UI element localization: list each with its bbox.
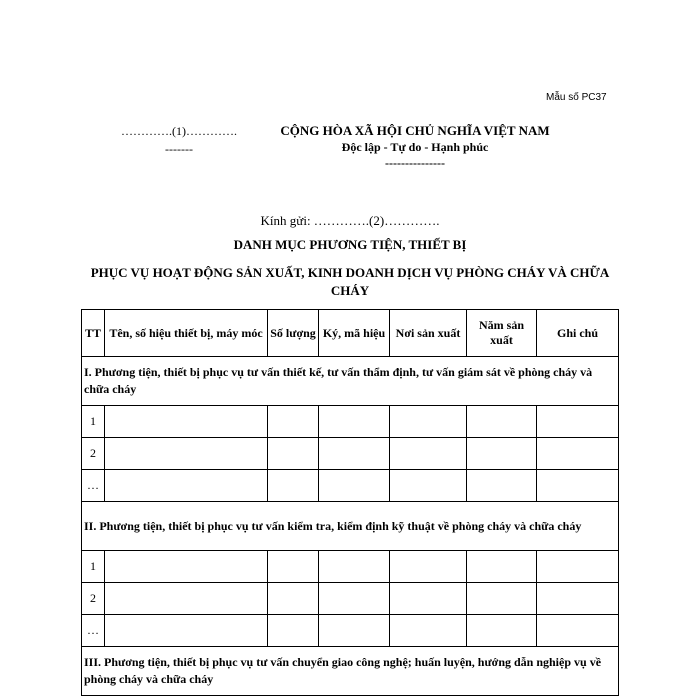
table-cell	[537, 583, 619, 615]
table-cell	[467, 583, 537, 615]
table-cell	[467, 470, 537, 502]
table-row	[82, 583, 619, 615]
table-cell	[105, 615, 268, 647]
column-header-tt: TT	[82, 310, 105, 357]
section-row	[82, 647, 619, 696]
column-header-model: Ký, mã hiệu	[319, 310, 390, 357]
organization-placeholder: ………….(1)………….	[121, 124, 237, 138]
national-header	[280, 122, 550, 171]
table-cell	[105, 438, 268, 470]
table-cell	[537, 438, 619, 470]
section-title-1: I. Phương tiện, thiết bị phục vụ tư vấn thiết kế, tư vấn thẩm định, tư vấn giám sát về phòng cháy và chữa cháy	[82, 357, 619, 406]
table-cell	[467, 438, 537, 470]
table-cell	[390, 438, 467, 470]
table-cell	[319, 615, 390, 647]
row-number: 2	[82, 438, 105, 470]
issuing-organization-header	[108, 122, 250, 158]
table-cell	[467, 551, 537, 583]
column-header-origin: Nơi sản xuất	[390, 310, 467, 357]
row-number: 1	[82, 406, 105, 438]
table-cell	[390, 615, 467, 647]
table-cell	[390, 406, 467, 438]
country-name: CỘNG HÒA XÃ HỘI CHỦ NGHĨA VIỆT NAM	[280, 123, 550, 138]
row-number: 2	[82, 583, 105, 615]
motto-underline: ---------------	[385, 156, 445, 170]
table-cell	[537, 551, 619, 583]
table-cell	[268, 551, 319, 583]
table-row	[82, 551, 619, 583]
section-row	[82, 502, 619, 551]
table-cell	[319, 406, 390, 438]
row-number: 1	[82, 551, 105, 583]
table-cell	[268, 438, 319, 470]
equipment-table	[81, 309, 619, 696]
table-cell	[268, 583, 319, 615]
section-row	[82, 357, 619, 406]
table-cell	[537, 470, 619, 502]
form-code: Mẫu số PC37	[546, 92, 607, 103]
table-cell	[105, 551, 268, 583]
column-header-year: Năm sản xuất	[467, 310, 537, 357]
recipient-line: Kính gửi: ………….(2)………….	[260, 213, 440, 228]
table-cell	[390, 470, 467, 502]
table-cell	[537, 406, 619, 438]
row-number: …	[82, 615, 105, 647]
row-number: …	[82, 470, 105, 502]
table-cell	[268, 470, 319, 502]
table-header-row	[82, 310, 619, 357]
table-cell	[268, 615, 319, 647]
column-header-quantity: Số lượng	[268, 310, 319, 357]
table-cell	[319, 470, 390, 502]
table-cell	[105, 583, 268, 615]
column-header-name: Tên, số hiệu thiết bị, máy móc	[105, 310, 268, 357]
table-row	[82, 470, 619, 502]
table-cell	[390, 551, 467, 583]
table-row	[82, 615, 619, 647]
table-cell	[105, 406, 268, 438]
document-title: DANH MỤC PHƯƠNG TIỆN, THIẾT BỊ	[233, 237, 467, 252]
table-cell	[390, 583, 467, 615]
table-cell	[319, 438, 390, 470]
table-cell	[105, 470, 268, 502]
document-subtitle: PHỤC VỤ HOẠT ĐỘNG SẢN XUẤT, KINH DOANH DỊCH VỤ PHÒNG CHÁY VÀ CHỮA CHÁY	[90, 265, 610, 298]
table-cell	[537, 615, 619, 647]
table-cell	[319, 551, 390, 583]
national-motto: Độc lập - Tự do - Hạnh phúc	[341, 140, 489, 154]
table-cell	[268, 406, 319, 438]
table-row	[82, 438, 619, 470]
table-cell	[467, 406, 537, 438]
section-title-3: III. Phương tiện, thiết bị phục vụ tư vấn chuyển giao công nghệ; huấn luyện, hướng dẫn nghiệp vụ về phòng cháy và chữa cháy	[82, 647, 619, 696]
section-title-2: II. Phương tiện, thiết bị phục vụ tư vấn kiểm tra, kiểm định kỹ thuật về phòng cháy và chữa cháy	[82, 502, 619, 551]
table-cell	[467, 615, 537, 647]
table-row	[82, 406, 619, 438]
table-cell	[319, 583, 390, 615]
column-header-notes: Ghi chú	[537, 310, 619, 357]
organization-underline: -------	[165, 142, 193, 156]
